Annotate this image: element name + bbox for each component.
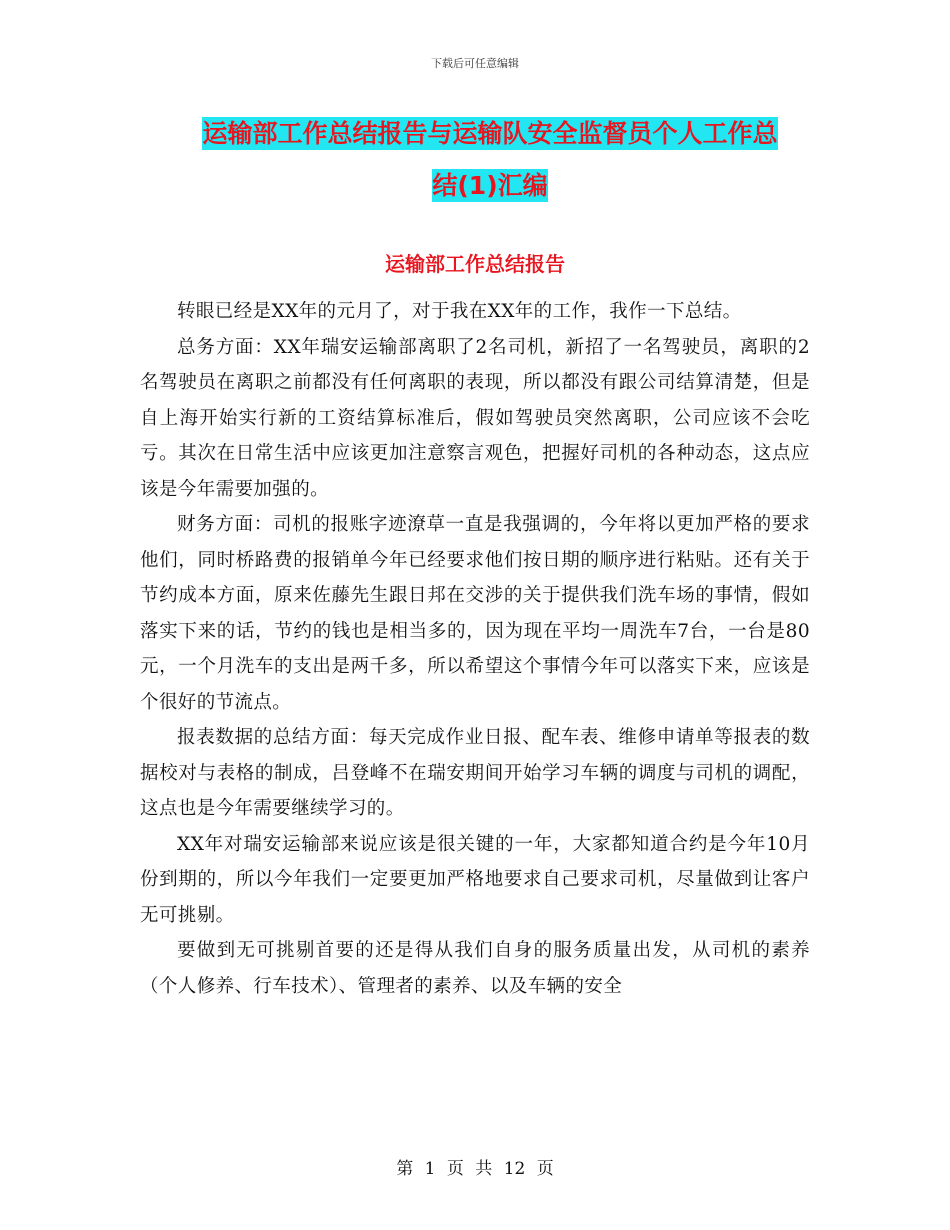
- paragraph: 要做到无可挑剔首要的还是得从我们自身的服务质量出发，从司机的素养（个人修养、行车技术）、管理者的素养、以及车辆的安全: [140, 940, 810, 997]
- paragraph: XX年对瑞安运输部来说应该是很关键的一年，大家都知道合约是今年10月份到期的，所以今年我们一定要更加严格地要求自己要求司机，尽量做到让客户无可挑剔。: [140, 833, 810, 926]
- section-title: 运输部工作总结报告: [385, 252, 565, 276]
- paragraph: 转眼已经是XX年的元月了，对于我在XX年的工作，我作一下总结。: [177, 301, 742, 322]
- title-line-2: 结(1)汇编: [432, 171, 548, 200]
- page-number: 第 1 页 共 12 页: [396, 1159, 554, 1179]
- header-note: 下载后可任意编辑: [431, 57, 519, 70]
- document-body: [140, 294, 810, 1004]
- paragraph: 报表数据的总结方面：每天完成作业日报、配车表、维修申请单等报表的数据校对与表格的制成，吕登峰不在瑞安期间开始学习车辆的调度与司机的调配，这点也是今年需要继续学习的。: [140, 727, 810, 819]
- document-title: [140, 108, 840, 212]
- paragraph: 总务方面：XX年瑞安运输部离职了2名司机，新招了一名驾驶员，离职的2名驾驶员在离职之前都没有任何离职的表现，所以都没有跟公司结算清楚，但是自上海开始实行新的工资结算标准后，假如驾驶员突然离职，公司应该不会吃亏。其次在日常生活中应该更加注意察言观色，把握好司机的各种动态，这点应该是今年需要加强的。: [140, 336, 810, 500]
- paragraph: 财务方面：司机的报账字迹潦草一直是我强调的，今年将以更加严格的要求他们，同时桥路费的报销单今年已经要求他们按日期的顺序进行粘贴。还有关于节约成本方面，原来佐藤先生跟日邦在交涉的关于提供我们洗车场的事情，假如落实下来的话，节约的钱也是相当多的，因为现在平均一周洗车7台，一台是80元，一个月洗车的支出是两千多，所以希望这个事情今年可以落实下来，应该是个很好的节流点。: [140, 514, 810, 713]
- title-line-1: 运输部工作总结报告与运输队安全监督员个人工作总: [202, 119, 778, 148]
